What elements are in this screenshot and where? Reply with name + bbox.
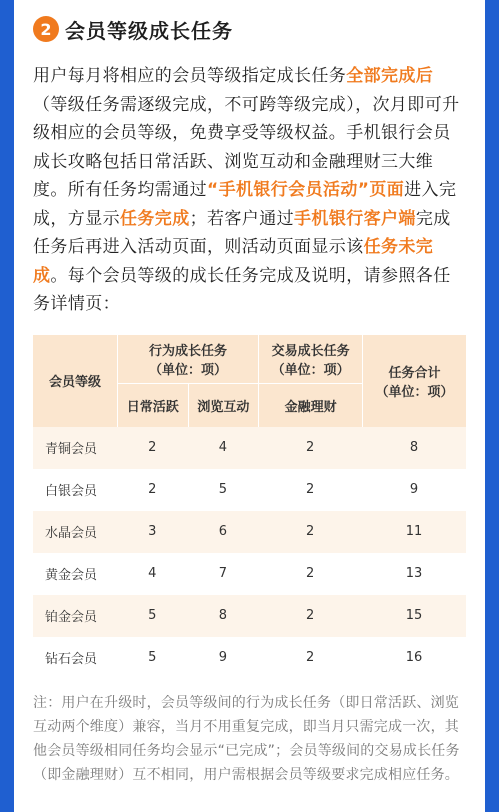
cell-level: 钻石会员 — [33, 637, 117, 679]
cell-total: 13 — [362, 553, 466, 595]
cell-daily: 5 — [117, 595, 188, 637]
cell-daily: 4 — [117, 553, 188, 595]
header-finance: 金融理财 — [258, 383, 362, 427]
cell-daily: 2 — [117, 427, 188, 469]
header-total-unit: （单位：项） — [375, 384, 454, 400]
intro-highlight-2: “手机银行会员活动”页面 — [207, 180, 405, 200]
cell-finance: 2 — [258, 469, 362, 511]
cell-level: 白银会员 — [33, 469, 117, 511]
membership-task-table — [33, 335, 466, 679]
intro-highlight-1: 全部完成后 — [346, 66, 434, 86]
intro-text-5: 完成任务后再进入活动页面，则活动页面显示该 — [33, 208, 451, 257]
header-total-title: 任务合计 — [388, 365, 441, 381]
cell-total: 16 — [362, 637, 466, 679]
intro-text-3: 进入完成，方显示 — [33, 180, 457, 229]
cell-finance: 2 — [258, 637, 362, 679]
cell-finance: 2 — [258, 553, 362, 595]
section-title: 会员等级成长任务 — [65, 18, 233, 43]
cell-browse: 5 — [188, 469, 259, 511]
intro-highlight-4: 手机银行客户端 — [294, 208, 416, 229]
intro-text-2: （等级任务需逐级完成，不可跨等级完成），次月即可升级相应的会员等级，免费享受等级权益。手机银行会员成长攻略包括日常活跃、浏览互动和金融理财三大维度。所有任务均需通过 — [33, 94, 460, 200]
cell-browse: 9 — [188, 637, 259, 679]
section-header — [33, 14, 466, 44]
cell-browse: 7 — [188, 553, 259, 595]
content-card — [14, 0, 485, 812]
cell-total: 15 — [362, 595, 466, 637]
intro-text-1: 用户每月将相应的会员等级指定成长任务 — [33, 66, 347, 86]
section-number-badge: 2 — [33, 16, 59, 42]
cell-total: 11 — [362, 511, 466, 553]
cell-browse: 6 — [188, 511, 259, 553]
intro-text-6: 。每个会员等级的成长任务完成及说明，请参照各任务详情页： — [33, 265, 451, 314]
header-daily: 日常活跃 — [117, 383, 188, 427]
cell-total: 9 — [362, 469, 466, 511]
cell-finance: 2 — [258, 511, 362, 553]
cell-level: 黄金会员 — [33, 553, 117, 595]
table-row — [33, 595, 466, 637]
cell-level: 水晶会员 — [33, 511, 117, 553]
cell-daily: 2 — [117, 469, 188, 511]
table-row — [33, 553, 466, 595]
intro-highlight-5: 任务未完成 — [33, 237, 434, 286]
header-trade-unit: （单位：项） — [271, 362, 350, 378]
header-trade-title: 交易成长任务 — [271, 343, 350, 359]
header-behavior-unit: （单位：项） — [149, 362, 228, 378]
cell-level: 铂金会员 — [33, 595, 117, 637]
cell-finance: 2 — [258, 595, 362, 637]
header-level: 会员等级 — [33, 335, 117, 427]
table-row — [33, 637, 466, 679]
header-behavior-group — [117, 335, 258, 383]
cell-daily: 3 — [117, 511, 188, 553]
table-row — [33, 511, 466, 553]
intro-paragraph — [33, 62, 466, 319]
table-row — [33, 427, 466, 469]
cell-daily: 5 — [117, 637, 188, 679]
intro-text-4: ；若客户通过 — [189, 208, 295, 229]
cell-level: 青铜会员 — [33, 427, 117, 469]
header-trade-group — [258, 335, 362, 383]
cell-browse: 4 — [188, 427, 259, 469]
cell-total: 8 — [362, 427, 466, 469]
header-total — [362, 335, 466, 427]
cell-finance: 2 — [258, 427, 362, 469]
table-row — [33, 469, 466, 511]
cell-browse: 8 — [188, 595, 259, 637]
header-behavior-title: 行为成长任务 — [149, 343, 228, 359]
footnote: 注：用户在升级时，会员等级间的行为成长任务（即日常活跃、浏览互动两个维度）兼容，当月不用重复完成，即当月只需完成一次，其他会员等级相同任务均会显示“已完成”；会员等级间的交易成长任务（即金融理财）互不相同，用户需根据会员等级要求完成相应任务。 — [33, 694, 460, 783]
header-browse: 浏览互动 — [188, 383, 259, 427]
intro-highlight-3: 任务完成 — [120, 208, 190, 229]
